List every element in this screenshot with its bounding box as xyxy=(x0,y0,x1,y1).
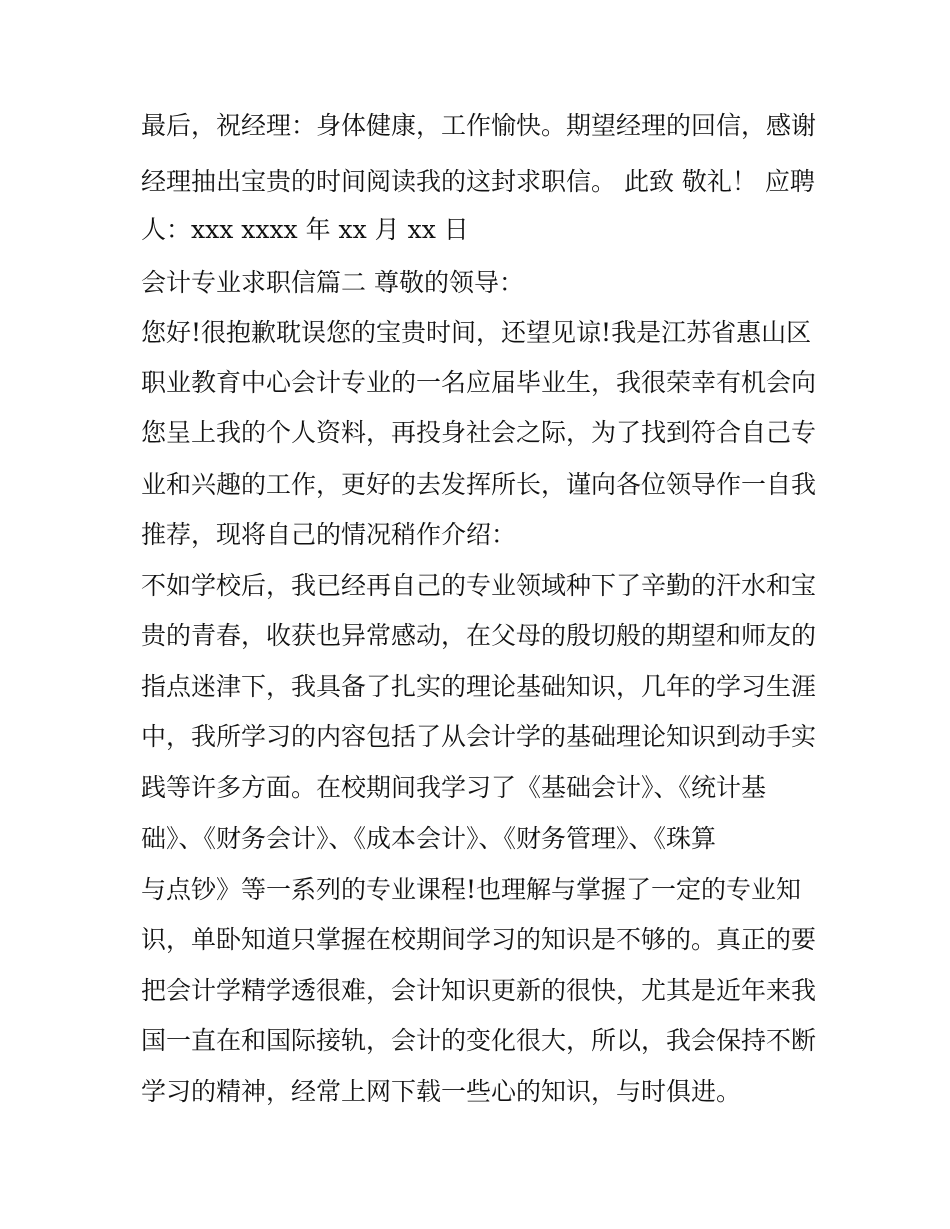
text-line: 业和兴趣的工作，更好的去发挥所长，谨向各位领导作一自我 xyxy=(141,470,817,499)
text-line: 最后，祝经理：身体健康，工作愉快。期望经理的回信，感谢 xyxy=(141,111,817,140)
text-line: 不如学校后，我已经再自己的专业领域种下了辛勤的汗水和宝 xyxy=(141,571,817,600)
text-line: 学习的精神，经常上网下载一些心的知识，与时俱进。 xyxy=(141,1077,742,1106)
text-line: 础》、《财务会计》、《成本会计》、《财务管理》、《珠算 xyxy=(141,824,717,853)
text-line: 中，我所学习的内容包括了从会计学的基础理论知识到动手实 xyxy=(141,722,817,751)
text-line: 您呈上我的个人资料，再投身社会之际，为了找到符合自己专 xyxy=(141,418,817,447)
text-line: 人：xxx xxxx 年 xx 月 xx 日 xyxy=(141,215,469,244)
text-line: 识，单卧知道只掌握在校期间学习的知识是不够的。真正的要 xyxy=(141,925,817,954)
text-line: 国一直在和国际接轨，会计的变化很大，所以，我会保持不断 xyxy=(141,1026,817,1055)
text-line: 贵的青春，收获也异常感动，在父母的殷切般的期望和师友的 xyxy=(141,621,817,650)
text-line: 指点迷津下，我具备了扎实的理论基础知识，几年的学习生涯 xyxy=(141,672,817,701)
text-line: 职业教育中心会计专业的一名应届毕业生，我很荣幸有机会向 xyxy=(141,368,817,397)
text-line: 经理抽出宝贵的时间阅读我的这封求职信。 此致 敬礼！ 应聘 xyxy=(141,167,815,196)
text-line: 会计专业求职信篇二 尊敬的领导： xyxy=(141,268,524,297)
text-line: 践等许多方面。在校期间我学习了《基础会计》、《统计基 xyxy=(141,773,767,802)
text-line: 把会计学精学透很难，会计知识更新的很快，尤其是近年来我 xyxy=(141,976,817,1005)
text-line: 您好!很抱歉耽误您的宝贵时间，还望见谅!我是江苏省惠山区 xyxy=(141,318,812,347)
text-line: 与点钞》等一系列的专业课程!也理解与掌握了一定的专业知 xyxy=(141,875,802,904)
text-line: 推荐，现将自己的情况稍作介绍： xyxy=(141,520,517,549)
